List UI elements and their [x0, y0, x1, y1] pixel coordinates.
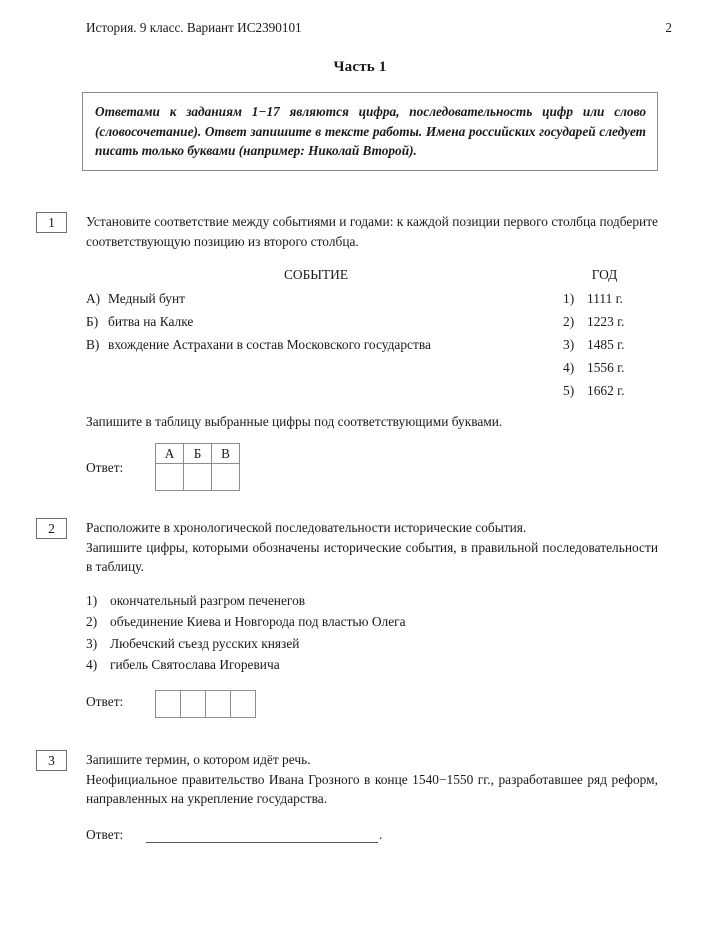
part-title: Часть 1: [333, 59, 387, 75]
task-2-answer-label: Ответ:: [86, 693, 124, 709]
answer-input-cell[interactable]: [184, 464, 212, 491]
task-3-prompt-line-1: Запишите термин, о котором идёт речь.: [86, 752, 311, 767]
item-text: гибель Святослава Игоревича: [110, 657, 280, 673]
table-row: [156, 690, 256, 717]
year-marker: 2): [563, 314, 575, 330]
task-1-year-list: [563, 287, 693, 402]
event-marker: А): [86, 291, 101, 307]
task-1-prompt: Установите соответствие между событиями и годами: к каждой позиции первого столбца подберите соответствующую позицию из второго столбца.: [86, 214, 658, 249]
answer-input-cell[interactable]: [212, 464, 240, 491]
table-row: [156, 444, 240, 464]
year-text: 1662 г.: [587, 383, 625, 399]
task-1-answer-label: Ответ:: [86, 460, 124, 476]
event-text: битва на Калке: [108, 314, 194, 330]
list-item: [86, 333, 548, 356]
task-3-answer-row: [86, 827, 658, 851]
task-3-prompt-line-2: Неофициальное правительство Ивана Грозного в конце 1540−1550 гг., разработавшее ряд реформ, направленных на укрепление государства.: [86, 771, 658, 807]
task-1-event-list: [86, 287, 548, 356]
answer-input-cell[interactable]: [231, 690, 256, 717]
answer-header-cell: А: [156, 444, 184, 464]
list-item: [86, 611, 658, 633]
event-marker: В): [86, 337, 100, 353]
task-1-header-year: ГОД: [591, 267, 618, 283]
item-marker: 3): [86, 635, 98, 651]
task-3-answer-input[interactable]: [146, 827, 378, 843]
task-1-answer-row: [86, 443, 658, 493]
answer-input-cell[interactable]: [181, 690, 206, 717]
list-item: [86, 654, 658, 676]
year-marker: 5): [563, 383, 575, 399]
header-title: История. 9 класс. Вариант ИС2390101: [86, 20, 302, 35]
event-marker: Б): [86, 314, 99, 330]
task-1-answer-table[interactable]: [155, 443, 240, 491]
answer-input-cell[interactable]: [156, 464, 184, 491]
instruction-box: [82, 92, 658, 171]
item-marker: 4): [86, 657, 98, 673]
task-2-answer-table[interactable]: [155, 690, 256, 718]
list-item: [86, 287, 548, 310]
task-3-answer-period: .: [379, 826, 383, 842]
year-text: 1556 г.: [587, 360, 625, 376]
task-3-answer-label: Ответ:: [86, 826, 124, 842]
task-2-body: [86, 518, 658, 718]
answer-input-cell[interactable]: [156, 690, 181, 717]
task-1-column-headers: [86, 267, 658, 287]
year-text: 1485 г.: [587, 337, 625, 353]
document-header: [86, 20, 672, 36]
page-number: 2: [665, 20, 672, 35]
list-item: [563, 287, 693, 310]
year-marker: 4): [563, 360, 575, 376]
list-item: [563, 356, 693, 379]
year-marker: 3): [563, 337, 575, 353]
task-1-match-lists: [86, 287, 658, 403]
task-2-prompt-line-2: Запишите цифры, которыми обозначены исторические события, в правильной последовательности в таблицу.: [86, 539, 658, 575]
item-marker: 2): [86, 614, 98, 630]
event-text: вхождение Астрахани в состав Московского государства: [108, 337, 431, 353]
task-3-number: 3: [36, 750, 67, 771]
item-text: окончательный разгром печенегов: [110, 592, 306, 608]
table-row: [156, 464, 240, 491]
item-marker: 1): [86, 592, 98, 608]
task-1-note: Запишите в таблицу выбранные цифры под соответствующими буквами.: [86, 414, 503, 430]
year-text: 1111 г.: [587, 291, 623, 307]
task-3-body: [86, 750, 658, 851]
task-1-header-event: СОБЫТИЕ: [284, 267, 348, 283]
year-marker: 1): [563, 291, 575, 307]
answer-input-cell[interactable]: [206, 690, 231, 717]
answer-header-cell: Б: [184, 444, 212, 464]
year-text: 1223 г.: [587, 314, 625, 330]
list-item: [563, 333, 693, 356]
task-2-item-list: [86, 590, 658, 676]
task-2-number: 2: [36, 518, 67, 539]
instruction-text: Ответами к заданиям 1−17 являются цифра, последовательность цифр или слово (словосочетание). Ответ запишите в тексте работы. Имена российских государей следует писать только буквами (например: Николай Второй).: [95, 104, 646, 158]
answer-header-cell: В: [212, 444, 240, 464]
list-item: [86, 633, 658, 655]
list-item: [86, 590, 658, 612]
task-1-number: 1: [36, 212, 67, 233]
task-1-body: [86, 212, 658, 493]
task-2-answer-row: [86, 690, 658, 718]
item-text: Любечский съезд русских князей: [110, 635, 300, 651]
list-item: [86, 310, 548, 333]
item-text: объединение Киева и Новгорода под властью Олега: [110, 614, 406, 630]
list-item: [563, 379, 693, 402]
list-item: [563, 310, 693, 333]
event-text: Медный бунт: [108, 291, 186, 307]
task-2-prompt-line-1: Расположите в хронологической последовательности исторические события.: [86, 520, 527, 535]
